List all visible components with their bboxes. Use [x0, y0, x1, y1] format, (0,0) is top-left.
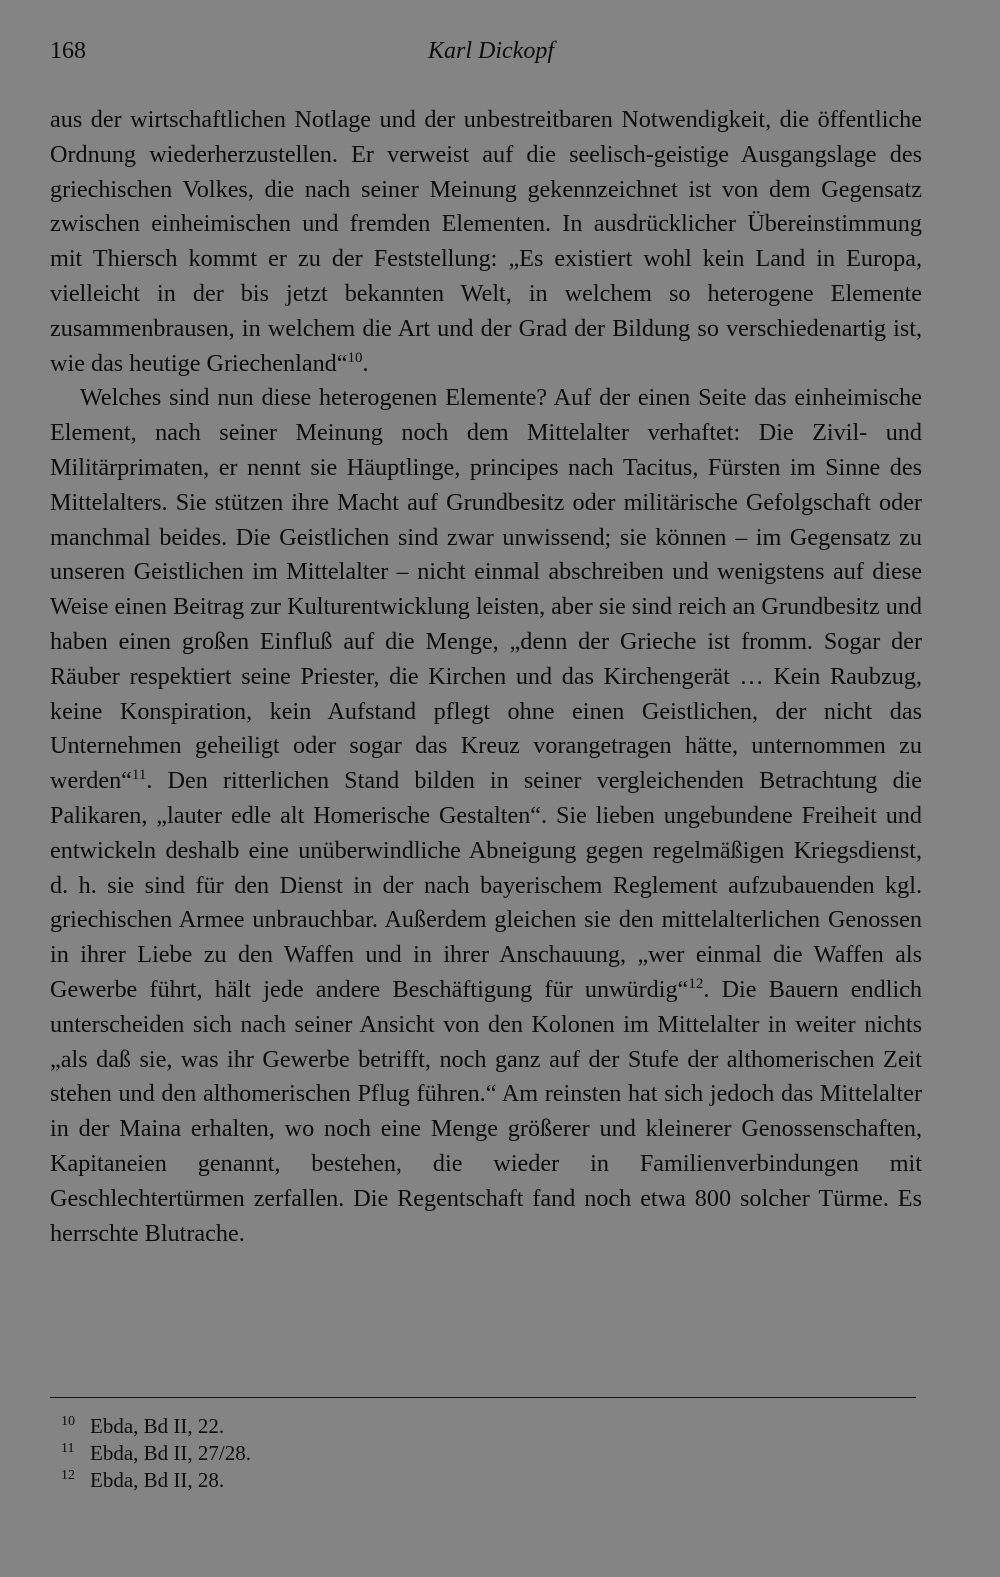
paragraph-1-end: . [362, 349, 369, 377]
paragraph-2 [50, 381, 922, 1251]
paragraph-2-text-part-2: . Den ritterlichen Stand bilden in seiner vergleichenden Betrachtung die Palikaren, „lauter edle alt Homerische Gestalten“. Sie lieben ungebundene Freiheit und entwickeln deshalb eine unüberwindliche Abneigung gegen regelmäßigen Kriegsdienst, d. h. sie sind für den Dienst in der nach bayerischem Reglement aufzubauenden kgl. griechischen Armee unbrauchbar. Außerdem gleichen sie den mittelalterlichen Genossen in ihrer Liebe zu den Waffen und in ihrer Anschauung, „wer einmal die Waffen als Gewerbe führt, hält jede andere Beschäftigung für unwürdig“ [50, 767, 922, 1003]
footnote-text: Ebda, Bd II, 27/28. [90, 1441, 251, 1465]
footnote-10: 10 Ebda, Bd II, 22. [61, 1414, 225, 1438]
page-number: 168 [50, 38, 86, 64]
running-head-author: Karl Dickopf [428, 38, 554, 64]
paragraph-1 [50, 103, 922, 381]
footnote-divider [50, 1397, 916, 1398]
footnote-ref-11: 11 [131, 767, 147, 784]
paragraph-2-text-part-1: Welches sind nun diese heterogenen Elemente? Auf der einen Seite das einheimische Element, nach seiner Meinung noch dem Mittelalter verhaftet: Die Zivil- und Militärprimaten, er nennt sie Häuptlinge, principes nach Tacitus, Fürsten im Sinne des Mittelalters. Sie stützen ihre Macht auf Grundbesitz oder militärische Gefolgschaft oder manchmal beides. Die Geistlichen sind zwar unwissend; sie können – im Gegensatz zu unseren Geistlichen im Mittelalter – nicht einmal abschreiben und wenigstens auf diese Weise einen Beitrag zur Kulturentwicklung leisten, aber sie sind reich an Grundbesitz und haben einen großen Einfluß auf die Menge, „denn der Grieche ist fromm. Sogar der Räuber respektiert seine Priester, die Kirchen und das Kirchengerät … Kein Raubzug, keine Konspiration, kein Aufstand pflegt ohne einen Geistlichen, der nicht das Unternehmen geheiligt oder sogar das Kreuz vorangetragen hätte, unternommen zu werden“ [50, 384, 922, 795]
footnote-ref-12: 12 [688, 975, 704, 992]
footnote-text: Ebda, Bd II, 22. [90, 1414, 225, 1438]
paragraph-2-text-part-3: . Die Bauern endlich unterscheiden sich nach seiner Ansicht von den Kolonen im Mittelalter in weiter nichts „als daß sie, was ihr Gewerbe betrifft, noch ganz auf der Stufe der althomerischen Zeit stehen und den althomerischen Pflug führen.“ Am reinsten hat sich jedoch das Mittelalter in der Maina erhalten, wo noch eine Menge größerer und kleinerer Genossenschaften, Kapitaneien genannt, bestehen, die wieder in Familienverbindungen mit Geschlechtertürmen zerfallen. Die Regentschaft fand noch etwa 800 solcher Türme. Es herrschte Blutrache. [50, 975, 922, 1247]
page-header [50, 38, 922, 78]
footnotes [50, 1413, 922, 1494]
footnote-text: Ebda, Bd II, 28. [90, 1468, 225, 1492]
body-text [50, 103, 922, 1251]
footnote-12: 12 Ebda, Bd II, 28. [61, 1468, 225, 1492]
book-page [50, 0, 922, 1577]
footnote-ref-10: 10 [347, 349, 363, 366]
paragraph-1-text: aus der wirtschaftlichen Notlage und der unbestreitbaren Notwendigkeit, die öffentliche Ordnung wiederherzustellen. Er verweist auf die seelisch-geistige Ausgangslage des griechischen Volkes, die nach seiner Meinung gekennzeichnet ist von dem Gegensatz zwischen einheimischen und fremden Elementen. In ausdrücklicher Übereinstimmung mit Thiersch kommt er zu der Feststellung: „Es existiert wohl kein Land in Europa, vielleicht in der bis jetzt bekannten Welt, in welchem so heterogene Elemente zusammenbrausen, in welchem die Art und der Grad der Bildung so verschiedenartig ist, wie das heutige Griechenland“ [50, 106, 922, 377]
footnote-11: 11 Ebda, Bd II, 27/28. [61, 1441, 251, 1465]
